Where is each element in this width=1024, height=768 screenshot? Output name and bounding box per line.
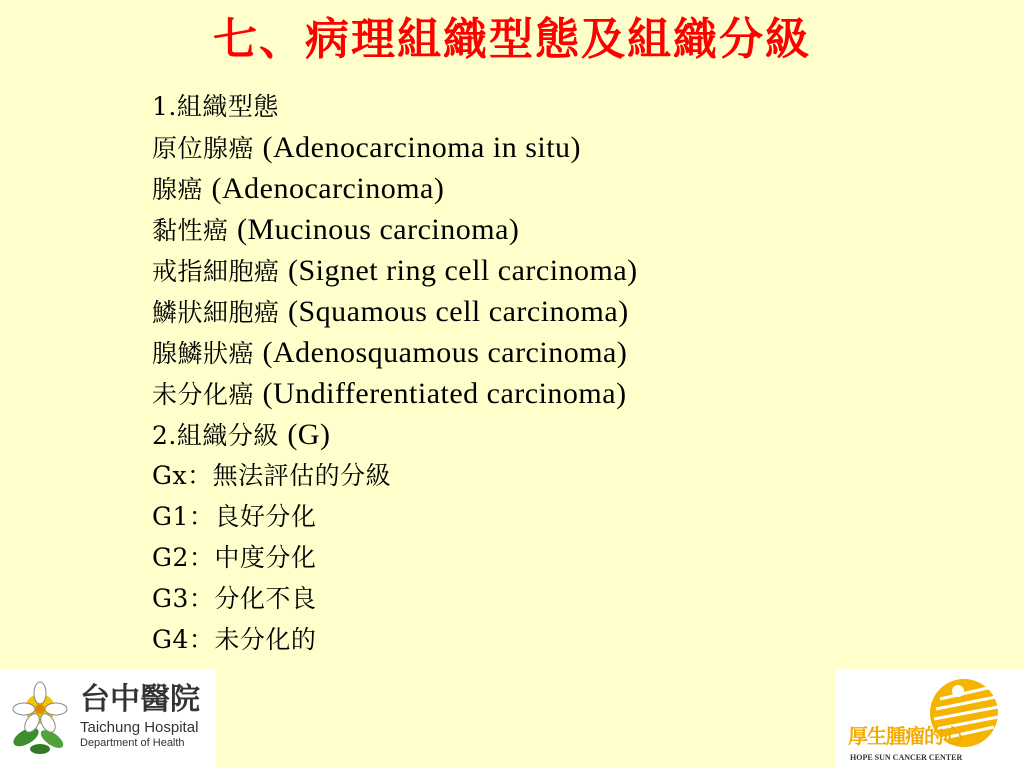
list-item-zh: G1：良好分化 <box>152 502 317 531</box>
list-item-zh: G2：中度分化 <box>152 543 317 572</box>
list-item <box>152 250 872 291</box>
list-item <box>152 86 872 127</box>
flower-emblem-icon <box>6 679 74 759</box>
list-item-en: (Adenosquamous carcinoma) <box>262 336 628 369</box>
list-item <box>152 496 872 537</box>
list-item <box>152 455 872 496</box>
list-item-en: (Mucinous carcinoma) <box>236 213 520 246</box>
content-list <box>152 86 872 660</box>
list-item <box>152 373 872 414</box>
logo-name-en: HOPE SUN CANCER CENTER <box>850 753 963 762</box>
list-item-en: (Adenocarcinoma in situ) <box>262 131 582 164</box>
list-item-zh: 腺癌 <box>152 175 204 204</box>
list-item <box>152 209 872 250</box>
list-item-zh: G3：分化不良 <box>152 584 317 613</box>
list-item-zh: 1.組織型態 <box>152 92 279 121</box>
logo-name-zh: 厚生腫瘤的心 <box>848 724 962 748</box>
list-item-en: (G) <box>287 418 331 451</box>
logo-name-zh: 台中醫院 <box>80 682 200 717</box>
hope-sun-cancer-center-logo <box>836 669 1024 768</box>
list-item-zh: 黏性癌 <box>152 216 229 245</box>
taichung-hospital-logo <box>0 669 216 768</box>
list-item-zh: 鱗狀細胞癌 <box>152 298 280 327</box>
list-item <box>152 127 872 168</box>
list-item <box>152 578 872 619</box>
list-item <box>152 332 872 373</box>
list-item <box>152 537 872 578</box>
list-item <box>152 414 872 455</box>
list-item-zh: 2.組織分級 <box>152 421 279 450</box>
list-item-en: (Signet ring cell carcinoma) <box>287 254 638 287</box>
list-item <box>152 168 872 209</box>
list-item <box>152 619 872 660</box>
list-item-en: (Adenocarcinoma) <box>211 172 445 205</box>
list-item-zh: 腺鱗狀癌 <box>152 339 255 368</box>
list-item-en: (Undifferentiated carcinoma) <box>262 377 627 410</box>
list-item-zh: Gx：無法評估的分級 <box>152 461 392 490</box>
logo-name-en: Taichung Hospital <box>80 719 199 736</box>
list-item <box>152 291 872 332</box>
slide-title: 七、病理組織型態及組織分級 <box>213 14 811 65</box>
logo-department: Department of Health <box>80 737 185 749</box>
list-item-zh: G4：未分化的 <box>152 625 317 654</box>
list-item-zh: 原位腺癌 <box>152 134 255 163</box>
list-item-en: (Squamous cell carcinoma) <box>287 295 629 328</box>
list-item-zh: 未分化癌 <box>152 380 255 409</box>
list-item-zh: 戒指細胞癌 <box>152 257 280 286</box>
